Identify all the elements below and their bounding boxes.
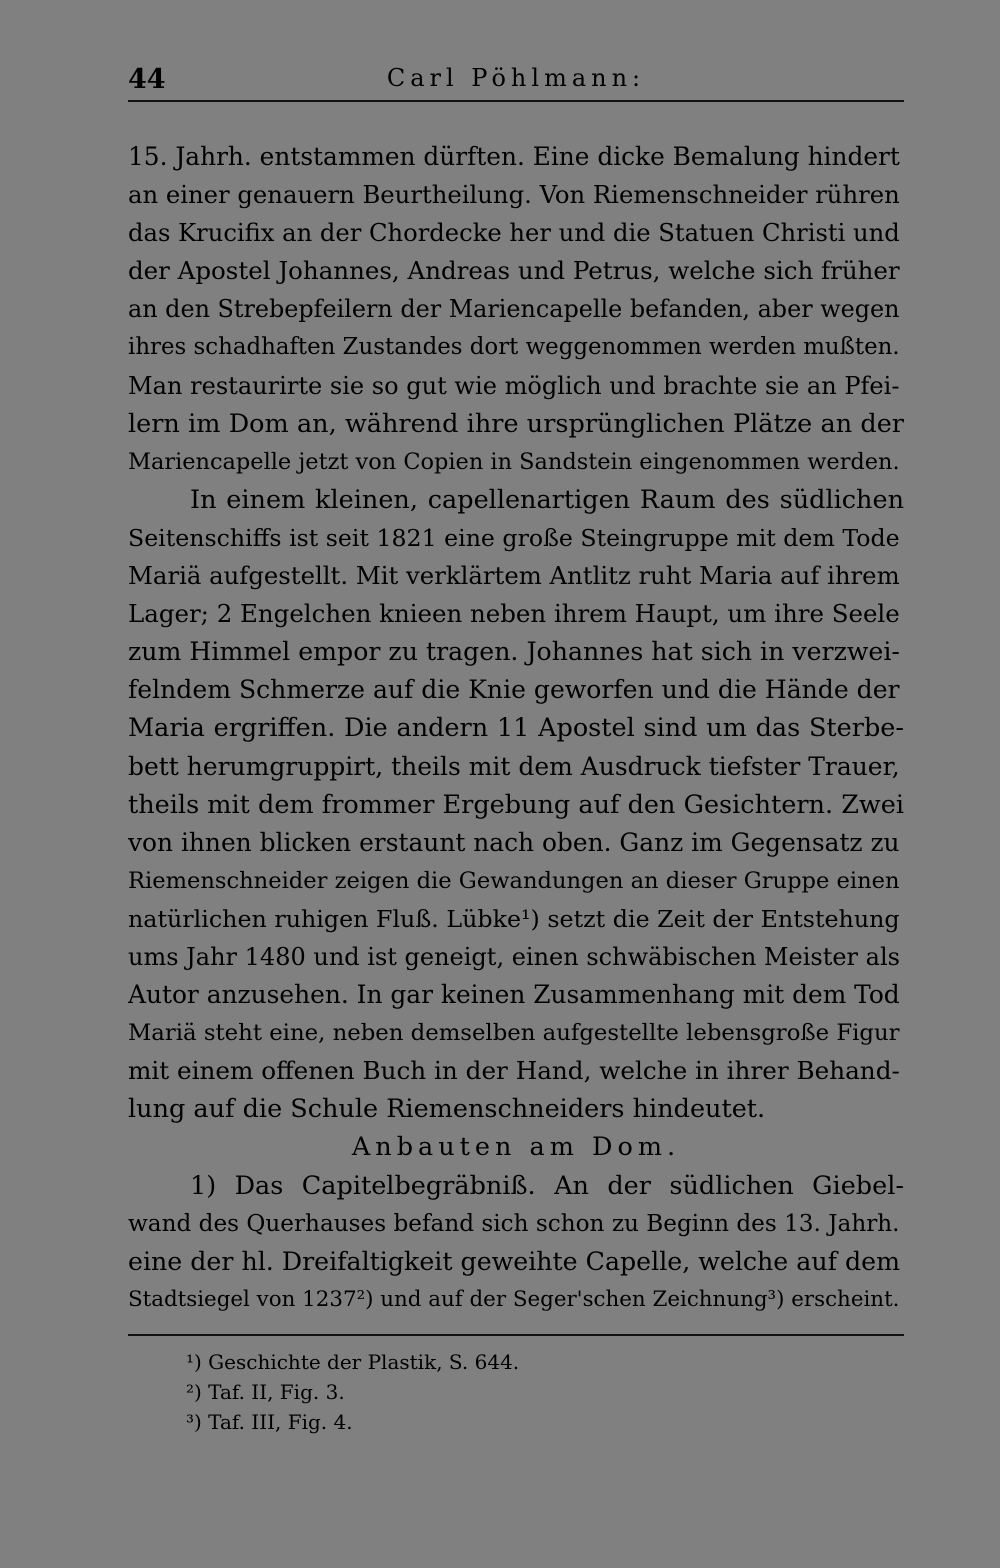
header-rule	[128, 100, 904, 102]
text-line: natürlichen ruhigen Fluß. Lübke¹) setzt die Zeit der Entstehung	[128, 904, 900, 933]
text-line: Mariä aufgestellt. Mit verklärtem Antlitz ruht Maria auf ihrem	[128, 561, 900, 591]
text-line: an den Strebepfeilern der Mariencapelle befanden, aber wegen	[128, 295, 900, 324]
text-line: eine der hl. Dreifaltigkeit geweihte Capelle, welche auf dem	[128, 1246, 901, 1276]
text-line: lern im Dom an, während ihre ursprünglichen Plätze an der	[128, 408, 904, 439]
text-line: Riemenschneider zeigen die Gewandungen an dieser Gruppe einen	[128, 867, 900, 894]
text-line: Seitenschiffs ist seit 1821 eine große Steingruppe mit dem Tode	[128, 523, 900, 552]
footnote: ²) Taf. II, Fig. 3.	[186, 1380, 345, 1404]
text-line: theils mit dem frommer Ergebung auf den Gesichtern. Zwei	[128, 789, 904, 820]
text-line: 1) Das Capitelbegräbniß. An der südlichen Giebel-	[190, 1170, 904, 1201]
text-line: Stadtsiegel von 1237²) und auf der Seger'schen Zeichnung³) erscheint.	[128, 1286, 900, 1312]
text-line: an einer genauern Beurtheilung. Von Riemenschneider rühren	[128, 180, 900, 210]
text-line: In einem kleinen, capellenartigen Raum des südlichen	[190, 484, 904, 515]
page-number: 44	[128, 64, 166, 95]
text-line: bett herumgruppirt, theils mit dem Ausdruck tiefster Trauer,	[128, 751, 900, 781]
text-line: Lager; 2 Engelchen knieen neben ihrem Haupt, um ihre Seele	[128, 599, 900, 629]
text-line: Maria ergriffen. Die andern 11 Apostel sind um das Sterbe-	[128, 713, 904, 744]
section-heading: Anbauten am Dom.	[351, 1132, 681, 1163]
text-line: 15. Jahrh. entstammen dürften. Eine dicke Bemalung hindert	[128, 142, 900, 171]
text-line: Man restaurirte sie so gut wie möglich und brachte sie an Pfei-	[128, 371, 900, 400]
text-line: felndem Schmerze auf die Knie geworfen und die Hände der	[128, 675, 900, 705]
text-line: der Apostel Johannes, Andreas und Petrus, welche sich früher	[128, 256, 900, 286]
text-line: Autor anzusehen. In gar keinen Zusammenhang mit dem Tod	[128, 980, 900, 1010]
text-line: Mariencapelle jetzt von Copien in Sandstein eingenommen werden.	[128, 448, 900, 475]
footnote: ³) Taf. III, Fig. 4.	[186, 1410, 353, 1434]
text-line: ihres schadhaften Zustandes dort weggenommen werden mußten.	[128, 334, 900, 361]
footnote: ¹) Geschichte der Plastik, S. 644.	[186, 1350, 520, 1374]
text-line: mit einem offenen Buch in der Hand, welche in ihrer Behand-	[128, 1056, 900, 1086]
text-line: zum Himmel empor zu tragen. Johannes hat sich in verzwei-	[128, 637, 900, 667]
text-line: lung auf die Schule Riemenschneiders hindeutet.	[128, 1094, 766, 1125]
running-head: Carl Pöhlmann:	[386, 64, 646, 92]
text-line: Mariä steht eine, neben demselben aufgestellte lebensgroße Figur	[128, 1020, 900, 1047]
text-line: ums Jahr 1480 und ist geneigt, einen schwäbischen Meister als	[128, 942, 900, 971]
text-line: das Krucifix an der Chordecke her und die Statuen Christi und	[128, 219, 900, 248]
text-line: von ihnen blicken erstaunt nach oben. Ganz im Gegensatz zu	[128, 827, 900, 857]
body-text	[128, 138, 904, 1319]
footnotes	[186, 1347, 786, 1437]
text-line: wand des Querhauses befand sich schon zu Beginn des 13. Jahrh.	[128, 1210, 900, 1237]
footnote-rule	[128, 1334, 904, 1336]
page-header	[128, 62, 904, 102]
